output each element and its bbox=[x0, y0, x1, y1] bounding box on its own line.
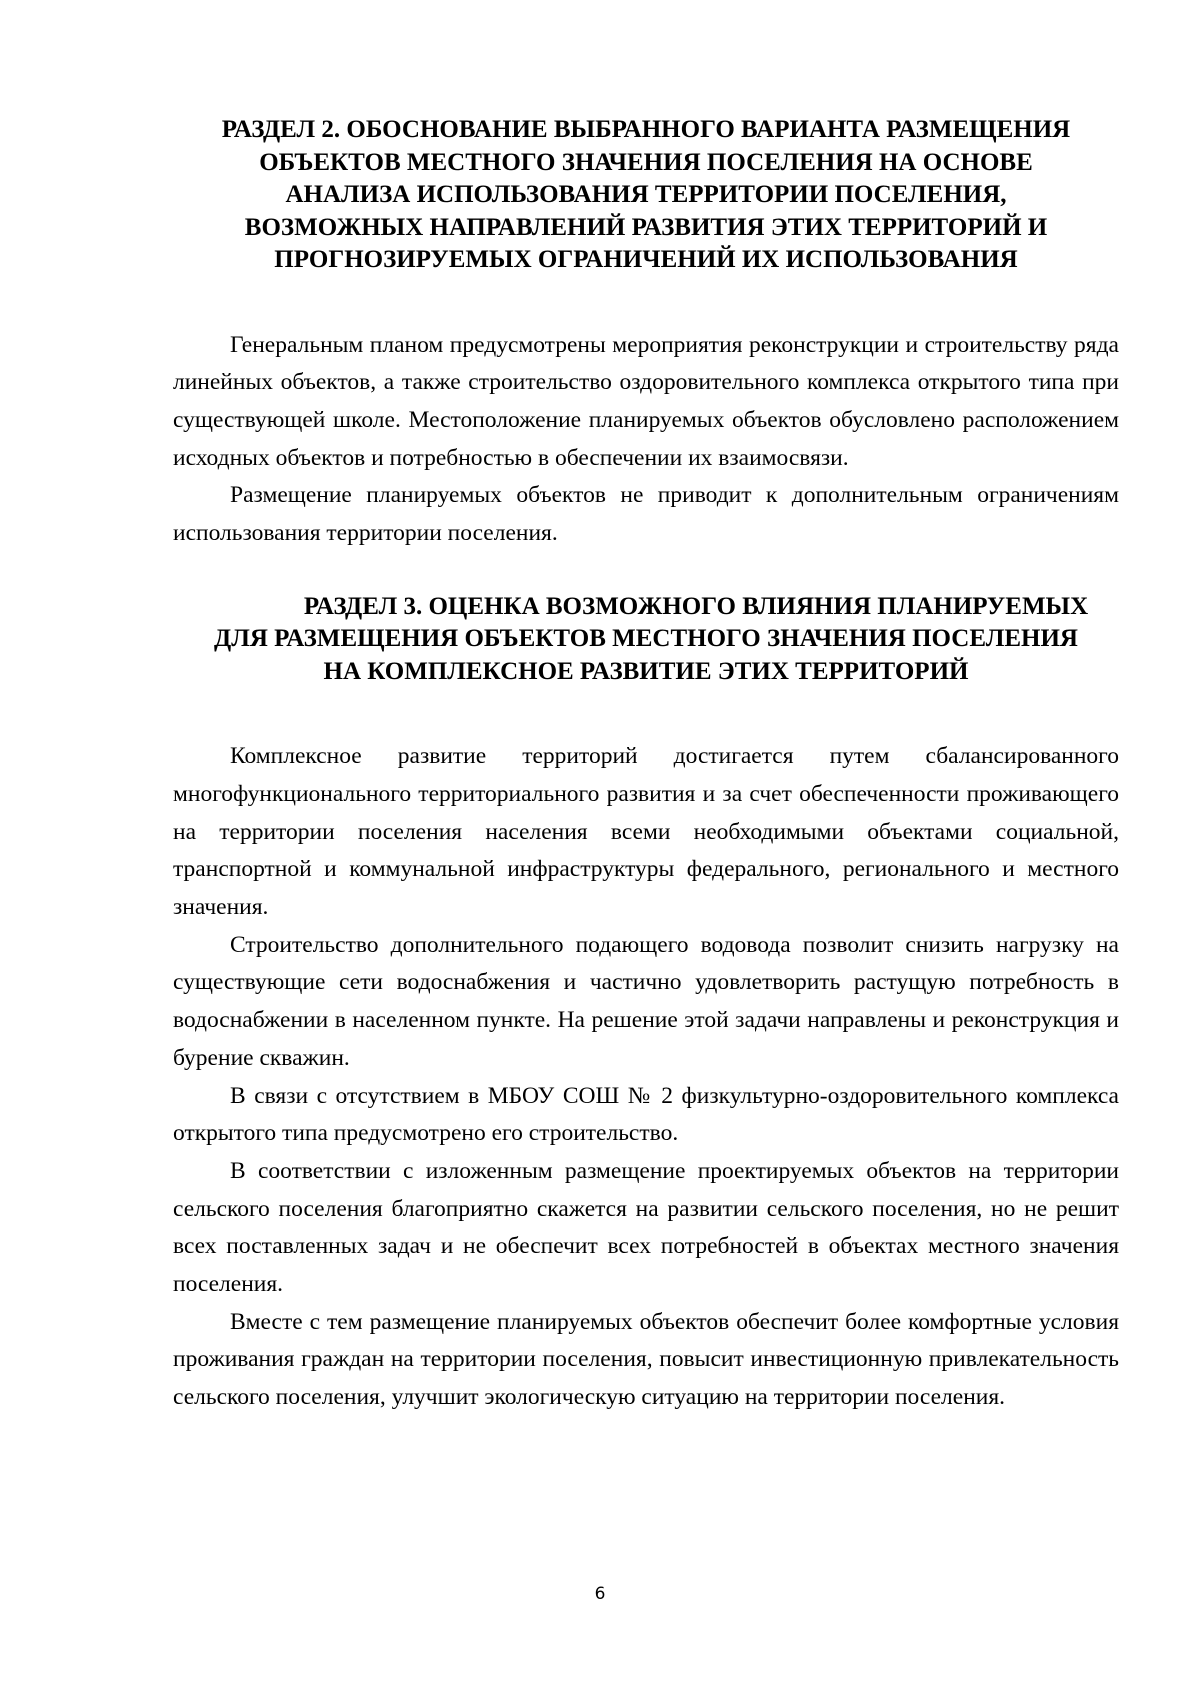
section-3-heading-line: ДЛЯ РАЗМЕЩЕНИЯ ОБЪЕКТОВ МЕСТНОГО ЗНАЧЕНИЯ ПОСЕЛЕНИЯ bbox=[214, 625, 1078, 653]
section-2-heading-line: ОБЪЕКТОВ МЕСТНОГО ЗНАЧЕНИЯ ПОСЕЛЕНИЯ НА ОСНОВЕ bbox=[259, 148, 1033, 176]
section-2-paragraph: Генеральным планом предусмотрены мероприятия реконструкции и строительству ряда линейных объектов, а также строительство оздоровительного комплекса открытого типа при существующей школе. Местоположение планируемых объектов обусловлено расположением исходных объектов и потребностью в обеспечении их взаимосвязи. bbox=[173, 331, 1119, 471]
section-3-paragraph: Комплексное развитие территорий достигается путем сбалансированного многофункционального территориального развития и за счет обеспеченности проживающего на территории поселения населения всеми необходимыми объектами социальной, транспортной и коммунальной инфраструктуры федерального, регионального и местного значения. bbox=[173, 743, 1119, 921]
spacer bbox=[173, 688, 1119, 738]
section-2-heading-line: АНАЛИЗА ИСПОЛЬЗОВАНИЯ ТЕРРИТОРИИ ПОСЕЛЕНИЯ, bbox=[285, 181, 1007, 208]
section-2-heading bbox=[173, 114, 1119, 277]
section-3-heading-line: НА КОМПЛЕКСНОЕ РАЗВИТИЕ ЭТИХ ТЕРРИТОРИЙ bbox=[323, 657, 969, 685]
section-3-paragraph: В соответствии с изложенным размещение проектируемых объектов на территории сельского поселения благоприятно скажется на развитии сельского поселения, но не решит всех поставленных задач и не обеспечит всех потребностей в объектах местного значения поселения. bbox=[173, 1157, 1119, 1298]
page-content bbox=[173, 114, 1119, 1417]
spacer bbox=[173, 553, 1119, 591]
section-3-heading-line: РАЗДЕЛ 3. ОЦЕНКА ВОЗМОЖНОГО ВЛИЯНИЯ ПЛАНИРУЕМЫХ bbox=[303, 592, 1089, 620]
section-3-paragraph: Строительство дополнительного подающего водовода позволит снизить нагрузку на существующие сети водоснабжения и частично удовлетворить растущую потребность в водоснабжении в населенном пункте. На решение этой задачи направлены и реконструкция и бурение скважин. bbox=[173, 931, 1119, 1071]
section-2-heading-line: ПРОГНОЗИРУЕМЫХ ОГРАНИЧЕНИЙ ИХ ИСПОЛЬЗОВАНИЯ bbox=[274, 246, 1018, 273]
page-number: 6 bbox=[594, 1584, 606, 1604]
section-2-heading-line: РАЗДЕЛ 2. ОБОСНОВАНИЕ ВЫБРАННОГО ВАРИАНТА РАЗМЕЩЕНИЯ bbox=[221, 116, 1071, 143]
section-3-paragraph: В связи с отсутствием в МБОУ СОШ № 2 физкультурно-оздоровительного комплекса открытого типа предусмотрено его строительство. bbox=[173, 1082, 1119, 1147]
section-2-paragraph: Размещение планируемых объектов не приводит к дополнительным ограничениям использования территории поселения. bbox=[173, 482, 1119, 547]
spacer bbox=[173, 277, 1119, 327]
section-2-heading-line: ВОЗМОЖНЫХ НАПРАВЛЕНИЙ РАЗВИТИЯ ЭТИХ ТЕРРИТОРИЙ И bbox=[244, 213, 1048, 241]
section-3-paragraph: Вместе с тем размещение планируемых объектов обеспечит более комфортные условия проживания граждан на территории поселения, повысит инвестиционную привлекательность сельского поселения, улучшит экологическую ситуацию на территории поселения. bbox=[173, 1308, 1119, 1411]
section-3-heading bbox=[173, 591, 1119, 689]
